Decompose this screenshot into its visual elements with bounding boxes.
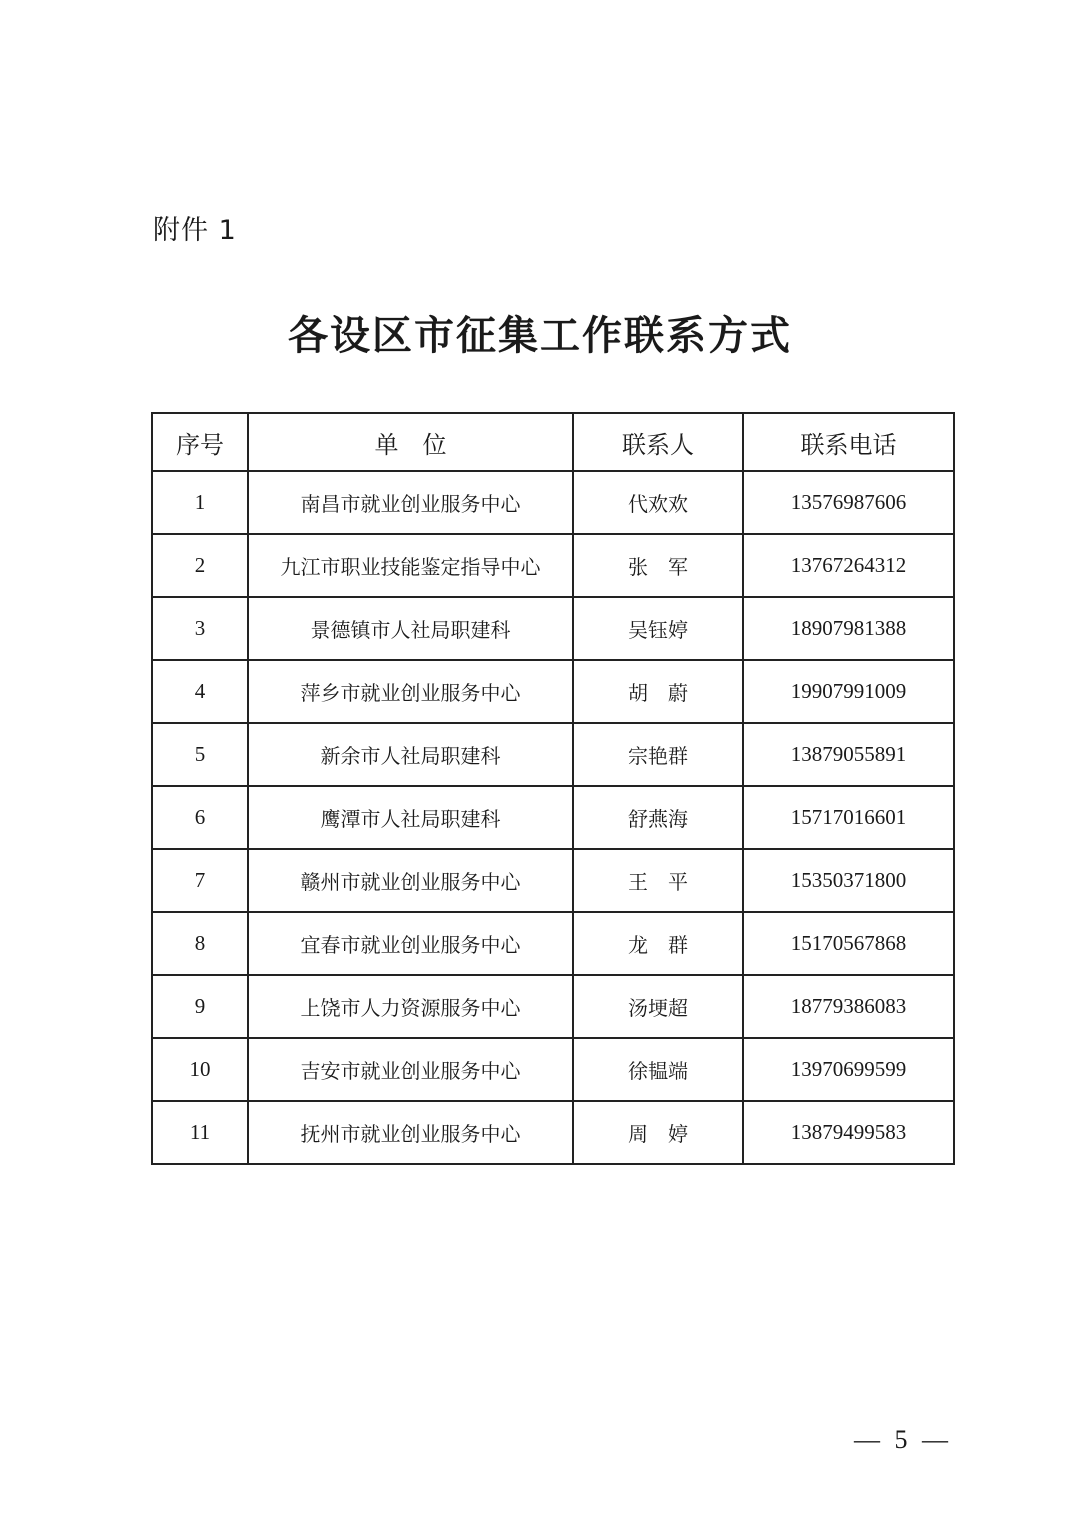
- row-unit: 吉安市就业创业服务中心: [248, 1038, 573, 1101]
- row-unit: 新余市人社局职建科: [248, 723, 573, 786]
- table-row: [152, 849, 954, 912]
- row-phone: 13879499583: [743, 1101, 954, 1164]
- row-index: 7: [152, 849, 248, 912]
- row-phone: 18779386083: [743, 975, 954, 1038]
- row-index: 8: [152, 912, 248, 975]
- row-contact: 徐韫端: [573, 1038, 743, 1101]
- table-row: [152, 660, 954, 723]
- row-index: 1: [152, 471, 248, 534]
- row-phone: 13576987606: [743, 471, 954, 534]
- table-row: [152, 1101, 954, 1164]
- row-index: 2: [152, 534, 248, 597]
- table-row: [152, 597, 954, 660]
- row-index: 11: [152, 1101, 248, 1164]
- row-phone: 13879055891: [743, 723, 954, 786]
- header-phone: 联系电话: [743, 413, 954, 471]
- row-unit: 抚州市就业创业服务中心: [248, 1101, 573, 1164]
- row-contact: 周 婷: [573, 1101, 743, 1164]
- row-contact: 汤埂超: [573, 975, 743, 1038]
- row-unit: 景德镇市人社局职建科: [248, 597, 573, 660]
- page-number: — 5 —: [854, 1425, 952, 1454]
- row-contact: 舒燕海: [573, 786, 743, 849]
- table-row: [152, 786, 954, 849]
- row-unit: 赣州市就业创业服务中心: [248, 849, 573, 912]
- header-contact: 联系人: [573, 413, 743, 471]
- table-row: [152, 723, 954, 786]
- table-row: [152, 1038, 954, 1101]
- header-index: 序号: [152, 413, 248, 471]
- row-phone: 18907981388: [743, 597, 954, 660]
- row-phone: 15350371800: [743, 849, 954, 912]
- row-contact: 代欢欢: [573, 471, 743, 534]
- row-phone: 13970699599: [743, 1038, 954, 1101]
- row-contact: 胡 蔚: [573, 660, 743, 723]
- row-index: 9: [152, 975, 248, 1038]
- row-phone: 13767264312: [743, 534, 954, 597]
- table-header-row: [152, 413, 954, 471]
- row-index: 4: [152, 660, 248, 723]
- row-index: 3: [152, 597, 248, 660]
- contacts-table: [151, 412, 955, 1165]
- row-unit: 萍乡市就业创业服务中心: [248, 660, 573, 723]
- row-contact: 龙 群: [573, 912, 743, 975]
- row-index: 5: [152, 723, 248, 786]
- row-contact: 王 平: [573, 849, 743, 912]
- row-contact: 吴钰婷: [573, 597, 743, 660]
- attachment-label: 附件 1: [153, 215, 237, 246]
- page-title: 各设区市征集工作联系方式: [288, 312, 792, 359]
- table-row: [152, 534, 954, 597]
- row-phone: 15170567868: [743, 912, 954, 975]
- row-unit: 宜春市就业创业服务中心: [248, 912, 573, 975]
- table-row: [152, 975, 954, 1038]
- row-index: 6: [152, 786, 248, 849]
- row-phone: 19907991009: [743, 660, 954, 723]
- row-unit: 鹰潭市人社局职建科: [248, 786, 573, 849]
- table-row: [152, 471, 954, 534]
- row-contact: 宗艳群: [573, 723, 743, 786]
- row-unit: 上饶市人力资源服务中心: [248, 975, 573, 1038]
- row-unit: 南昌市就业创业服务中心: [248, 471, 573, 534]
- header-unit: 单 位: [248, 413, 573, 471]
- row-phone: 15717016601: [743, 786, 954, 849]
- row-index: 10: [152, 1038, 248, 1101]
- table-row: [152, 912, 954, 975]
- row-contact: 张 军: [573, 534, 743, 597]
- row-unit: 九江市职业技能鉴定指导中心: [248, 534, 573, 597]
